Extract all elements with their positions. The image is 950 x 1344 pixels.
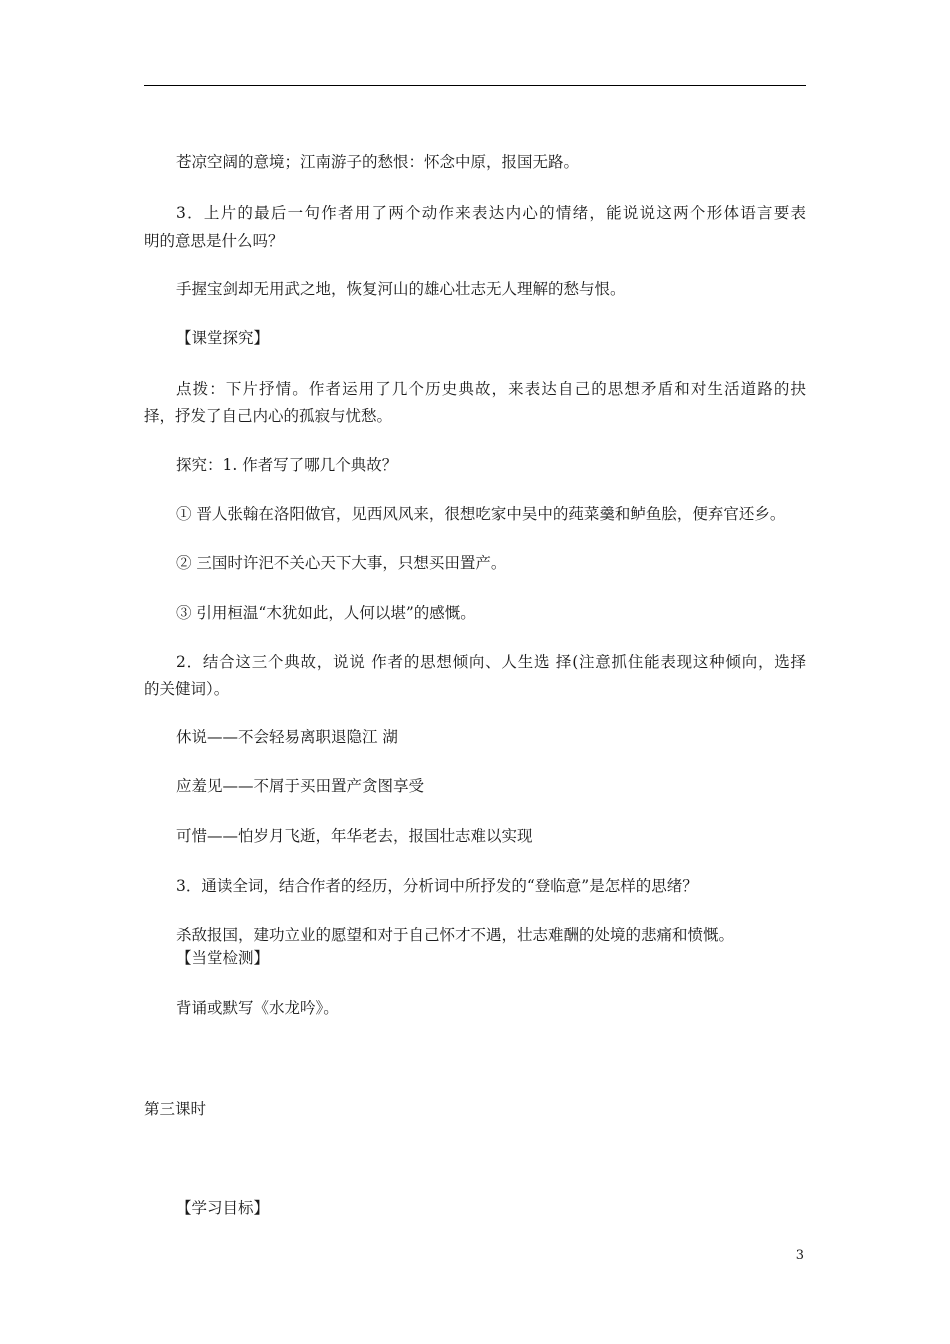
answer-text: 苍凉空阔的意境；江南游子的愁恨：怀念中原，报国无路。 bbox=[176, 153, 580, 171]
keyword-explanation-3: 可惜——怕岁月飞逝，年华老去，报国壮志难以实现 bbox=[176, 827, 533, 845]
question-3-line-1: 3．上片的最后一句作者用了两个动作来表达内心的情绪，能说说这两个形体语言要表 bbox=[176, 204, 806, 222]
question-3-reading: 3．通读全词，结合作者的经历，分析词中所抒发的“登临意”是怎样的思绪？ bbox=[176, 877, 698, 895]
section-heading-classroom-inquiry: 【课堂探究】 bbox=[176, 329, 270, 347]
section-heading-in-class-check: 【当堂检测】 bbox=[176, 949, 270, 967]
inquiry-question-1: 探究：1. 作者写了哪几个典故？ bbox=[176, 456, 398, 474]
guidance-line-2: 择，抒发了自己内心的孤寂与忧愁。 bbox=[144, 407, 393, 425]
keyword-explanation-1: 休说——不会轻易离职退隐江 湖 bbox=[176, 728, 398, 746]
question-2-line-2: 的关健词）。 bbox=[144, 680, 230, 698]
question-3-line-2: 明的意思是什么吗？ bbox=[144, 232, 284, 250]
check-task: 背诵或默写《水龙吟》。 bbox=[176, 999, 339, 1017]
allusion-item-1: ① 晋人张翰在洛阳做官，见西风风来，很想吃家中吴中的莼菜羹和鲈鱼脍，便弃官还乡。 bbox=[176, 505, 786, 523]
answer-text: 手握宝剑却无用武之地，恢复河山的雄心壮志无人理解的愁与恨。 bbox=[176, 280, 626, 298]
question-2-line-1: 2．结合这三个典故，说说 作者的思想倾向、人生选 择(注意抓住能表现这种倾向，选择 bbox=[176, 653, 806, 671]
section-heading-learning-goals: 【学习目标】 bbox=[176, 1199, 270, 1217]
answer-text: 杀敌报国，建功立业的愿望和对于自己怀才不遇，壮志难酬的处境的悲痛和愤慨。 bbox=[176, 926, 735, 944]
lesson-title-third-period: 第三课时 bbox=[144, 1100, 207, 1118]
header-rule bbox=[144, 85, 806, 86]
allusion-item-2: ② 三国时许汜不关心天下大事，只想买田置产。 bbox=[176, 554, 507, 572]
keyword-explanation-2: 应羞见——不屑于买田置产贪图享受 bbox=[176, 777, 425, 795]
allusion-item-3: ③ 引用桓温“木犹如此，人何以堪”的感慨。 bbox=[176, 604, 476, 622]
guidance-line-1: 点拨：下片抒情。作者运用了几个历史典故，来表达自己的思想矛盾和对生活道路的抉 bbox=[176, 380, 806, 398]
page-number: 3 bbox=[795, 1248, 804, 1263]
